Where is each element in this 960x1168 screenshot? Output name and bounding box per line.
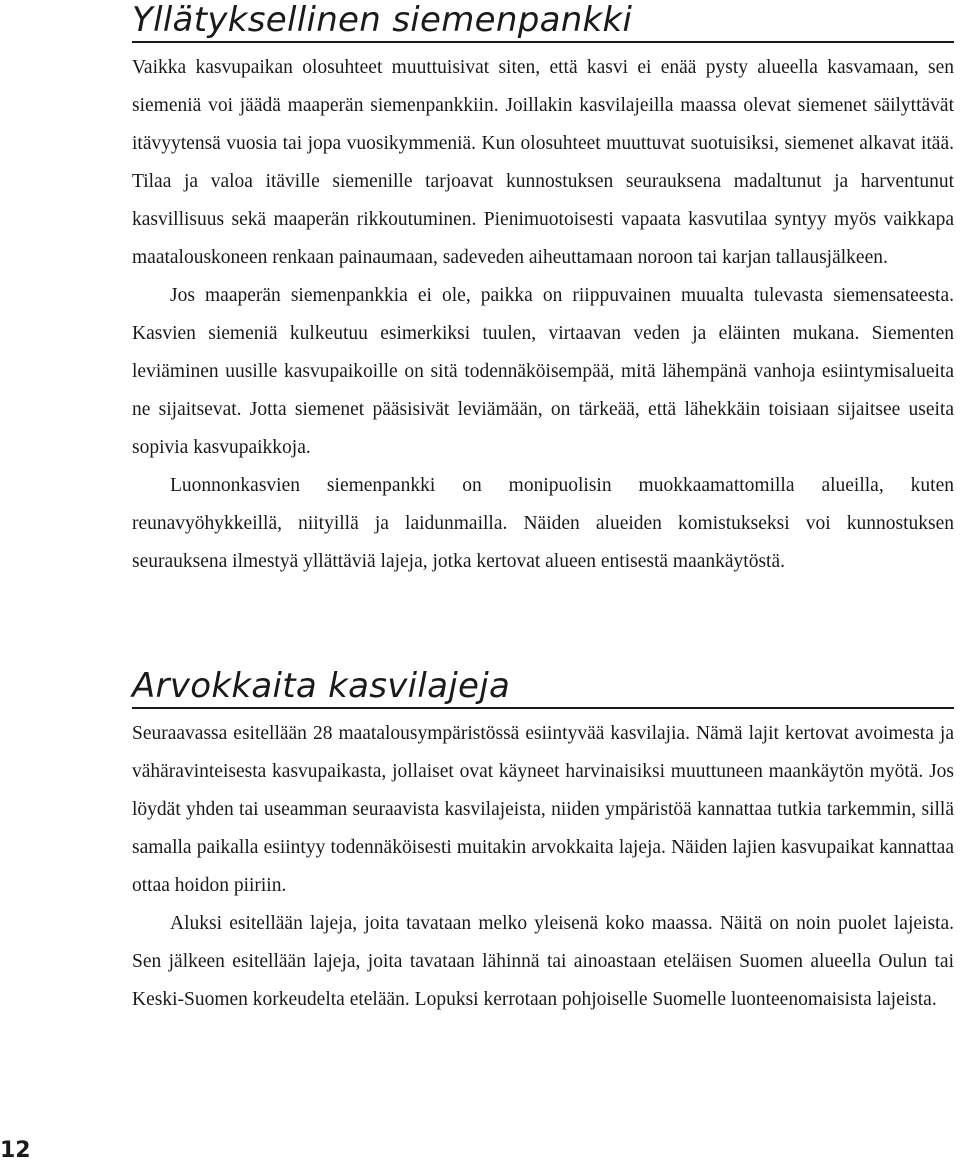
section-seed-bank <box>132 0 954 581</box>
heading-rule <box>132 707 954 709</box>
body-paragraph: Luonnonkasvien siemenpankki on monipuolisin muokkaamattomilla alueilla, kuten reunavyöhykkeillä, niityillä ja laidunmailla. Näiden alueiden komistukseksi voi kunnostuksen seurauksena ilmestyä yllättäviä lajeja, jotka kertovat alueen entisestä maankäytöstä. <box>132 475 954 572</box>
section-heading: Yllätyksellinen siemenpankki <box>132 0 633 40</box>
body-paragraph: Jos maaperän siemenpankkia ei ole, paikka on riippuvainen muualta tulevasta siemensateesta. Kasvien siemeniä kulkeutuu esimerkiksi tuulen, virtaavan veden ja eläinten mukana. Siementen leviäminen uusille kasvupaikoille on sitä todennäköisempää, mitä lähempänä vanhoja esiintymisalueita ne sijaitsevat. Jotta siemenet pääsisivät leviämään, on tärkeää, että lähekkäin toisiaan sijaitsee useita sopivia kasvupaikkoja. <box>132 285 954 458</box>
body-paragraph: Aluksi esitellään lajeja, joita tavataan melko yleisenä koko maassa. Näitä on noin puolet lajeista. Sen jälkeen esitellään lajeja, joita tavataan lähinnä tai ainoastaan eteläisen Suomen alueella Oulun tai Keski-Suomen korkeudelta etelään. Lopuksi kerrotaan pohjoiselle Suomelle luonteenomaisista lajeista. <box>132 913 954 1010</box>
body-paragraph: Vaikka kasvupaikan olosuhteet muuttuisivat siten, että kasvi ei enää pysty alueella kasvamaan, sen siemeniä voi jäädä maaperän siemenpankkiin. Joillakin kasvilajeilla maassa olevat siemenet säilyttävät itävyytensä vuosia tai jopa vuosikymmeniä. Kun olosuhteet muuttuvat suotuisiksi, siemenet alkavat itää. Tilaa ja valoa itäville siemenille tarjoavat kunnostuksen seurauksena madaltunut ja harventunut kasvillisuus sekä maaperän rikkoutuminen. Pienimuotoisesti vapaata kasvutilaa syntyy myös vaikkapa maatalouskoneen renkaan painaumaan, sadeveden aiheuttamaan noroon tai karjan tallausjälkeen. <box>132 57 954 268</box>
section-heading: Arvokkaita kasvilajeja <box>132 666 511 706</box>
heading-rule <box>132 41 954 43</box>
page-number: 12 <box>0 1138 31 1163</box>
section-valuable-species <box>132 666 954 1019</box>
body-paragraph: Seuraavassa esitellään 28 maatalousympäristössä esiintyvää kasvilajia. Nämä lajit kertovat avoimesta ja vähäravinteisesta kasvupaikasta, jollaiset ovat käyneet harvinaisiksi muuttuneen maankäytön myötä. Jos löydät yhden tai useamman seuraavista kasvilajeista, niiden ympäristöä kannattaa tutkia tarkemmin, sillä samalla paikalla esiintyy todennäköisesti muitakin arvokkaita lajeja. Näiden lajien kasvupaikat kannattaa ottaa hoidon piiriin. <box>132 723 954 896</box>
